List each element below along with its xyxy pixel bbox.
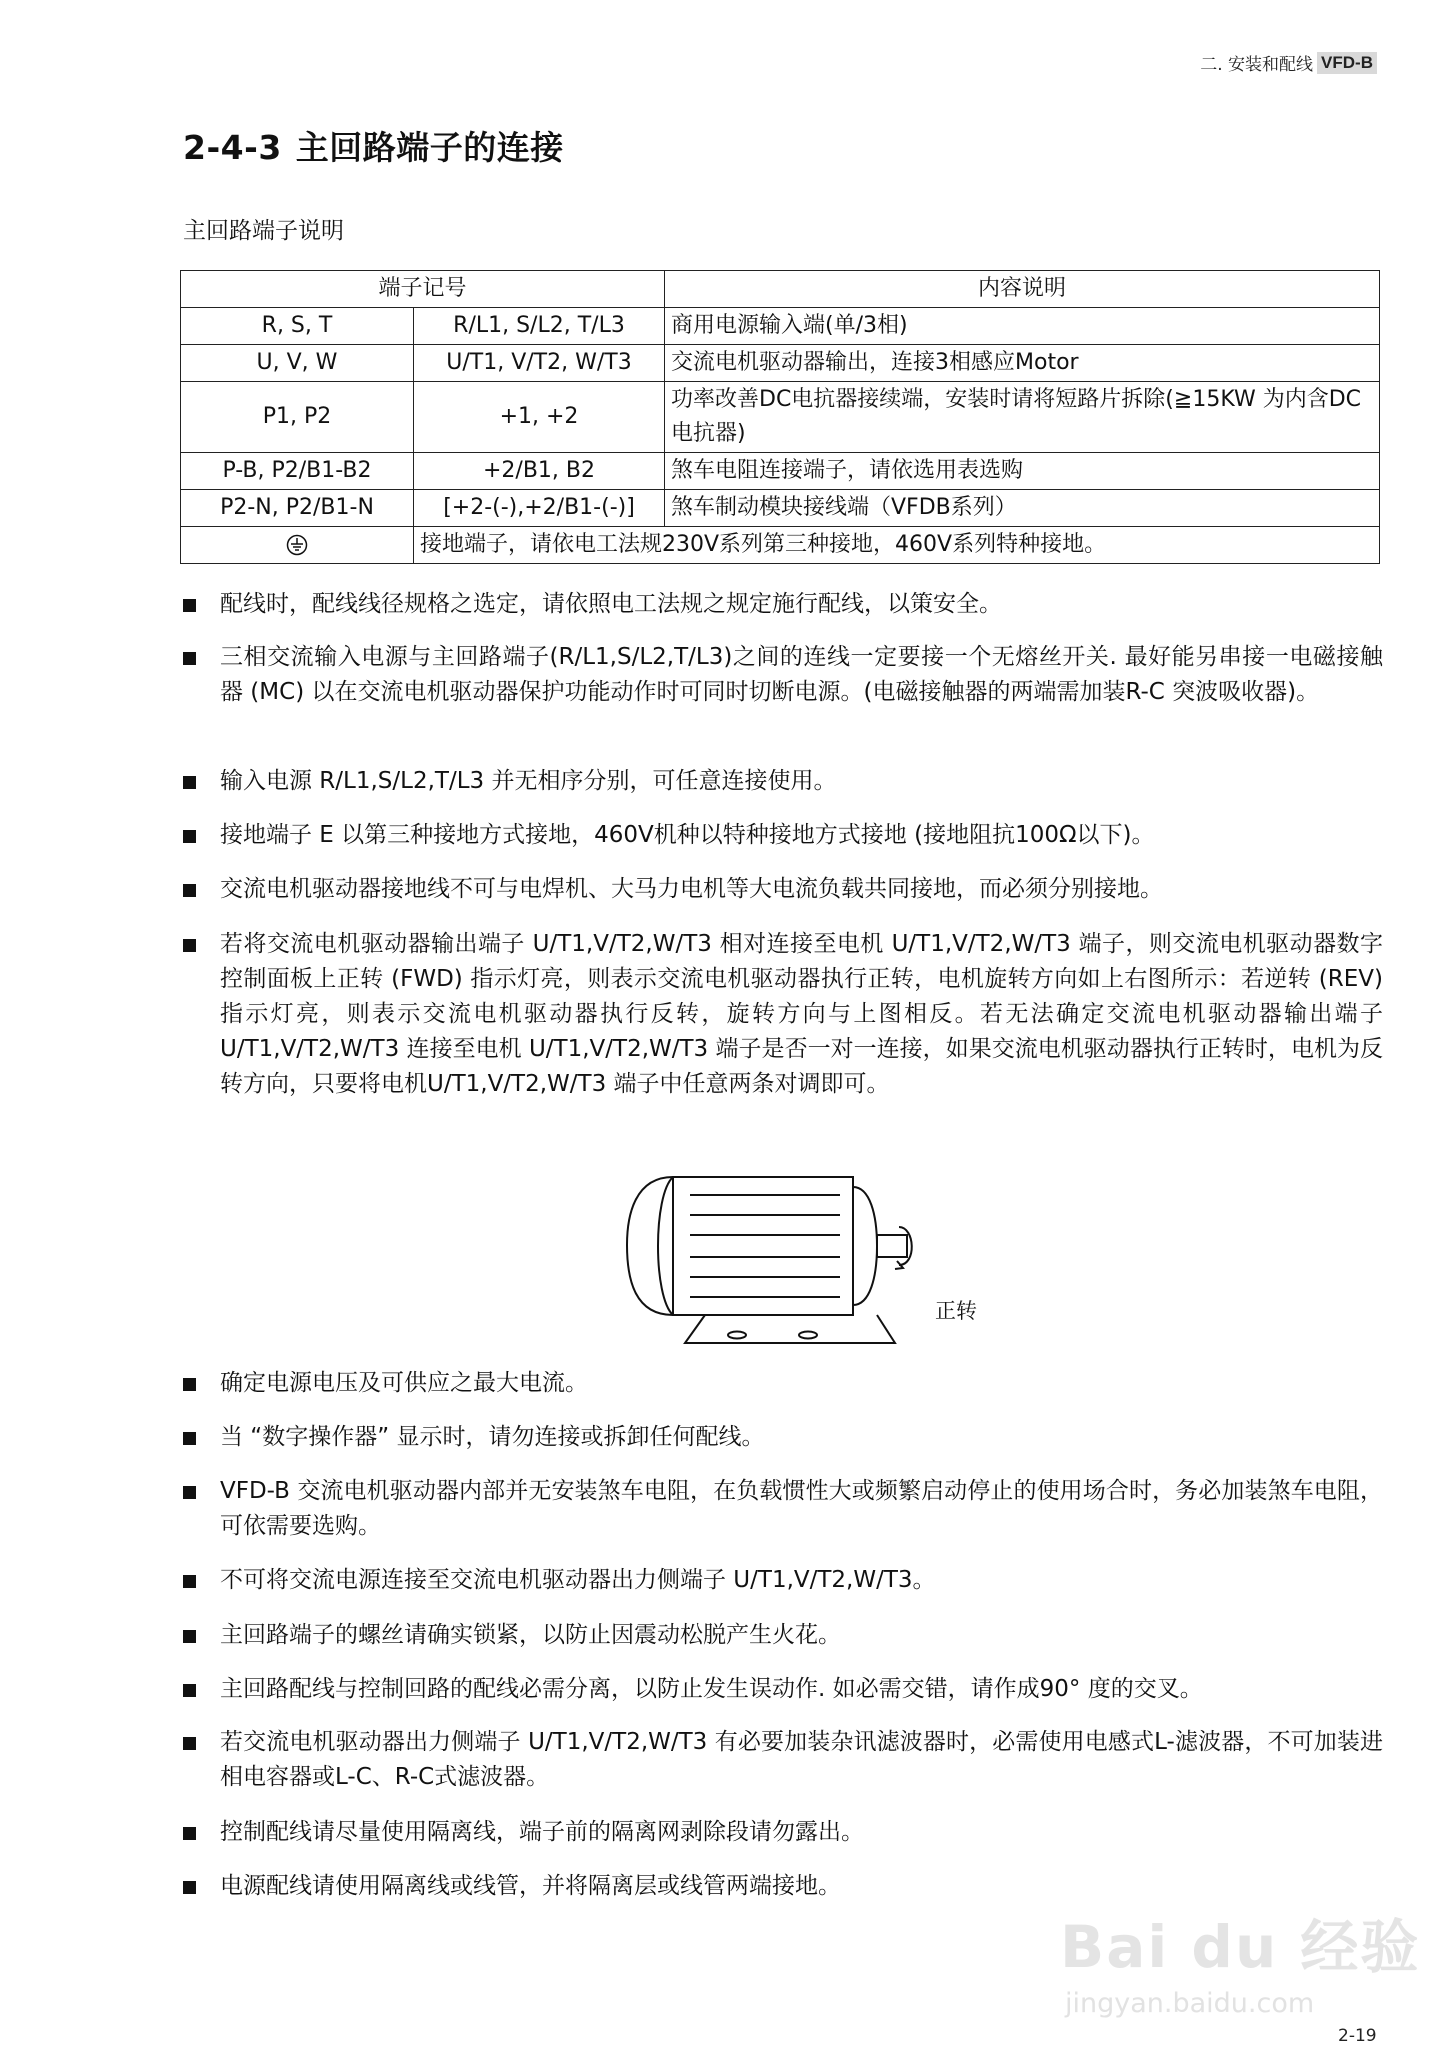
note-text: 若交流电机驱动器出力侧端子 U/T1,V/T2,W/T3 有必要加装杂讯滤波器时，必需使用电感式L-滤波器，不可加装进相电容器或L-C、R-C式滤波器。 <box>220 1729 1383 1790</box>
list-item <box>183 1563 1383 1598</box>
motor-base <box>685 1315 895 1343</box>
bullet-icon <box>183 1630 196 1643</box>
terminal-description: 功率改善DC电抗器接续端，安装时请将短路片拆除(≧15KW 为内含DC电抗器) <box>665 382 1380 453</box>
table-subtitle: 主回路端子说明 <box>183 218 344 244</box>
table-row <box>181 382 1380 453</box>
bullet-icon <box>183 1432 196 1445</box>
list-item <box>183 927 1383 1102</box>
note-text: 若将交流电机驱动器输出端子 U/T1,V/T2,W/T3 相对连接至电机 U/T1,V/T2,W/T3 端子，则交流电机驱动器数字控制面板上正转 (FWD) 指示灯亮，则表示交流电机驱动器执行正转，电机旋转方向如上右图所示：若逆转 (REV) 指示灯亮，则表示交流电机驱动器执行反转，旋转方向与上图相反。若无法确定交流电机驱动器输出端子 U/T1,V/T2,W/T3 连接至电机 U/T1,V/T2,W/T3 端子是否一对一连接，如果交流电机驱动器执行正转时，电机为反转方向，只要将电机U/T1,V/T2,W/T3 端子中任意两条对调即可。 <box>220 931 1383 1097</box>
running-header <box>1200 50 1377 75</box>
section-number: 2-4-3 <box>183 128 282 167</box>
bullet-icon <box>183 1684 196 1697</box>
note-text: 主回路配线与控制回路的配线必需分离，以防止发生误动作. 如必需交错，请作成90° 度的交叉。 <box>220 1676 1203 1702</box>
watermark-url: jingyan.baidu.com <box>1065 1988 1315 2019</box>
section-title <box>183 122 564 169</box>
bullet-icon <box>183 652 196 665</box>
bullet-icon <box>183 776 196 789</box>
terminal-symbol: P2-N, P2/B1-N <box>181 490 414 527</box>
bullet-icon <box>183 1827 196 1840</box>
motor-body <box>673 1177 853 1315</box>
watermark-brand: Bai du 经验 <box>1060 1913 1421 1981</box>
page-number: 2-19 <box>1338 2026 1377 2046</box>
ground-icon <box>286 534 308 556</box>
bullet-icon <box>183 939 196 952</box>
terminal-description: 商用电源输入端(单/3相) <box>665 308 1380 345</box>
terminal-symbol: P-B, P2/B1-B2 <box>181 453 414 490</box>
terminal-alt-symbol: R/L1, S/L2, T/L3 <box>414 308 665 345</box>
table-row <box>181 308 1380 345</box>
list-item <box>183 764 1383 799</box>
note-text: 输入电源 R/L1,S/L2,T/L3 并无相序分别，可任意连接使用。 <box>220 768 837 794</box>
motor-end-cap-inner <box>658 1177 673 1315</box>
mount-hole-icon <box>799 1332 817 1339</box>
note-text: 确定电源电压及可供应之最大电流。 <box>220 1370 588 1396</box>
header-chapter: 二. 安装和配线 <box>1200 55 1314 75</box>
note-text: 主回路端子的螺丝请确实锁紧，以防止因震动松脱产生火花。 <box>220 1622 841 1648</box>
note-text: 电源配线请使用隔离线或线管，并将隔离层或线管两端接地。 <box>220 1873 841 1899</box>
terminal-symbol: P1, P2 <box>181 382 414 453</box>
bullet-icon <box>183 1881 196 1894</box>
list-item <box>183 1618 1383 1653</box>
note-text: 三相交流输入电源与主回路端子(R/L1,S/L2,T/L3)之间的连线一定要接一个无熔丝开关. 最好能另串接一电磁接触器 (MC) 以在交流电机驱动器保护功能动作时可同时切断电源。(电磁接触器的两端需加装R-C 突波吸收器)。 <box>220 644 1383 705</box>
note-text: 控制配线请尽量使用隔离线，端子前的隔离网剥除段请勿露出。 <box>220 1819 864 1845</box>
note-text: 交流电机驱动器接地线不可与电焊机、大马力电机等大电流负载共同接地，而必须分别接地。 <box>220 876 1163 902</box>
terminal-description: 煞车制动模块接线端（VFDB系列） <box>665 490 1380 527</box>
motor-shaft <box>877 1235 907 1257</box>
bullet-icon <box>183 1378 196 1391</box>
list-item <box>183 1725 1383 1795</box>
terminal-alt-symbol: [+2-(-),+2/B1-(-)] <box>414 490 665 527</box>
list-item <box>183 1672 1383 1707</box>
bullet-icon <box>183 884 196 897</box>
header-model: VFD-B <box>1317 52 1377 74</box>
section-title-text: 主回路端子的连接 <box>295 128 564 167</box>
terminal-symbol: R, S, T <box>181 308 414 345</box>
motor-illustration <box>615 1165 925 1350</box>
list-item <box>183 1420 1383 1455</box>
terminal-alt-symbol: U/T1, V/T2, W/T3 <box>414 345 665 382</box>
table-row-ground <box>181 527 1380 564</box>
header-symbol: 端子记号 <box>181 271 665 308</box>
note-text: VFD-B 交流电机驱动器内部并无安装煞车电阻，在负载惯性大或频繁启动停止的使用场合时，务必加装煞车电阻，可依需要选购。 <box>220 1478 1383 1539</box>
table-row <box>181 345 1380 382</box>
note-text: 配线时，配线线径规格之选定，请依照电工法规之规定施行配线，以策安全。 <box>220 591 1002 617</box>
bullet-icon <box>183 830 196 843</box>
terminal-description: 煞车电阻连接端子，请依选用表选购 <box>665 453 1380 490</box>
table-row <box>181 453 1380 490</box>
list-item <box>183 818 1383 853</box>
list-item <box>183 1474 1383 1544</box>
list-item <box>183 1815 1383 1850</box>
terminal-alt-symbol: +1, +2 <box>414 382 665 453</box>
table-row <box>181 490 1380 527</box>
terminal-symbol: U, V, W <box>181 345 414 382</box>
list-item <box>183 640 1383 710</box>
terminal-table <box>180 270 1380 564</box>
header-description: 内容说明 <box>665 271 1380 308</box>
bullet-icon <box>183 1575 196 1588</box>
terminal-description: 交流电机驱动器输出，连接3相感应Motor <box>665 345 1380 382</box>
bullet-icon <box>183 1486 196 1499</box>
list-item <box>183 1869 1383 1904</box>
list-item <box>183 587 1383 622</box>
figure-caption: 正转 <box>935 1299 977 1323</box>
terminal-alt-symbol: +2/B1, B2 <box>414 453 665 490</box>
table-header-row <box>181 271 1380 308</box>
list-item <box>183 1366 1383 1401</box>
list-item <box>183 872 1383 907</box>
ground-description: 接地端子，请依电工法规230V系列第三种接地，460V系列特种接地。 <box>414 527 1380 564</box>
note-text: 接地端子 E 以第三种接地方式接地，460V机种以特种接地方式接地 (接地阻抗100Ω以下)。 <box>220 822 1155 848</box>
motor-front-cap <box>853 1187 877 1305</box>
mount-hole-icon <box>728 1332 746 1339</box>
motor-end-cap <box>627 1177 673 1315</box>
note-text: 当 “数字操作器” 显示时，请勿连接或拆卸任何配线。 <box>220 1424 765 1450</box>
ground-symbol-cell <box>181 527 414 564</box>
bullet-icon <box>183 599 196 612</box>
note-text: 不可将交流电源连接至交流电机驱动器出力侧端子 U/T1,V/T2,W/T3。 <box>220 1567 936 1593</box>
rotation-arrow-icon <box>899 1227 912 1265</box>
bullet-icon <box>183 1737 196 1750</box>
